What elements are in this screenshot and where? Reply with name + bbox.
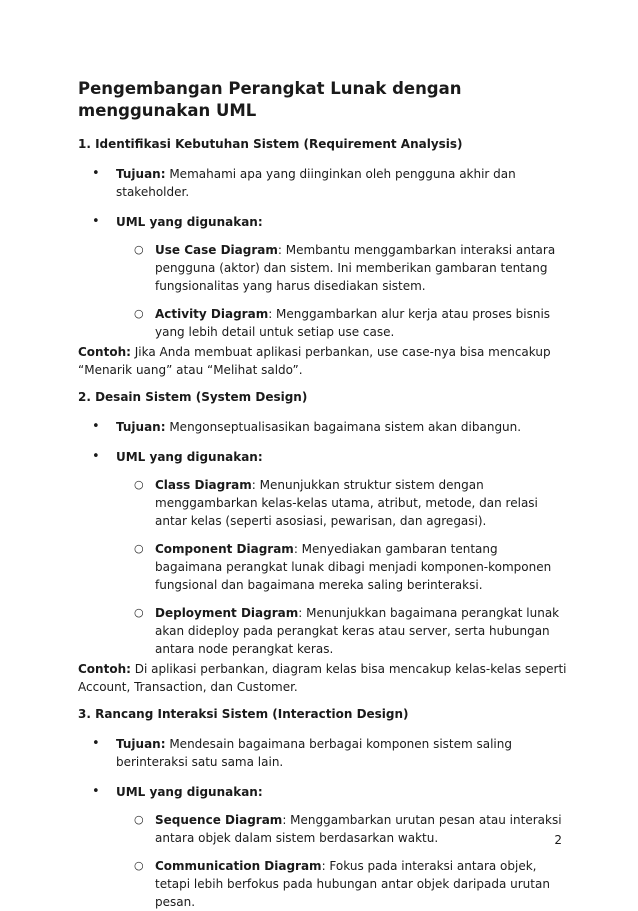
uml-label: UML yang digunakan: xyxy=(116,450,263,464)
diagram-desc: : Menggambarkan urutan pesan atau interaksi antara objek dalam sistem berdasarkan waktu. xyxy=(155,813,562,845)
diagram-desc: : Menunjukkan bagaimana perangkat lunak akan dideploy pada perangkat keras atau server, serta hubungan antara node perangkat keras. xyxy=(155,606,560,656)
circle-bullet-icon xyxy=(134,604,144,622)
bullet-list xyxy=(78,418,568,658)
diagram-desc: : Membantu menggambarkan interaksi antara pengguna (aktor) dan sistem. Ini memberikan gambaran tentang fungsionalitas yang harus disediakan sistem. xyxy=(155,243,556,293)
section-requirement-analysis xyxy=(78,136,568,379)
example-text: Di aplikasi perbankan, diagram kelas bisa mencakup kelas-kelas seperti Account, Transaction, dan Customer. xyxy=(78,662,567,694)
section-heading: 3. Rancang Interaksi Sistem (Interaction Design) xyxy=(78,707,409,721)
circle-bullet-icon xyxy=(134,540,144,558)
goal-text: Mendesain bagaimana berbagai komponen sistem saling berinteraksi satu sama lain. xyxy=(116,737,512,769)
diagram-item xyxy=(116,540,568,594)
goal-label: Tujuan: xyxy=(116,420,166,434)
diagram-item xyxy=(116,857,568,911)
bullet-list xyxy=(78,735,568,911)
example-paragraph xyxy=(78,343,568,379)
uml-bullet xyxy=(78,783,568,911)
section-heading: 1. Identifikasi Kebutuhan Sistem (Requirement Analysis) xyxy=(78,137,463,151)
bullet-list xyxy=(78,165,568,341)
diagram-name: Sequence Diagram xyxy=(155,813,283,827)
diagram-name: Activity Diagram xyxy=(155,307,269,321)
section-system-design xyxy=(78,389,568,696)
diagram-item xyxy=(116,604,568,658)
diagram-name: Component Diagram xyxy=(155,542,294,556)
uml-bullet xyxy=(78,213,568,341)
diagram-list xyxy=(116,811,568,911)
example-label: Contoh: xyxy=(78,662,131,676)
diagram-desc: : Menggambarkan alur kerja atau proses bisnis yang lebih detail untuk setiap use case. xyxy=(155,307,551,339)
section-interaction-design xyxy=(78,706,568,911)
page-title: Pengembangan Perangkat Lunak dengan menggunakan UML xyxy=(78,79,462,120)
diagram-item xyxy=(116,476,568,530)
bullet-icon xyxy=(92,165,100,183)
diagram-desc: : Fokus pada interaksi antara objek, tetapi lebih berfokus pada hubungan antar objek daripada urutan pesan. xyxy=(155,859,550,909)
example-paragraph xyxy=(78,660,568,696)
bullet-icon xyxy=(92,418,100,436)
circle-bullet-icon xyxy=(134,476,144,494)
bullet-icon xyxy=(92,783,100,801)
diagram-name: Class Diagram xyxy=(155,478,252,492)
diagram-desc: : Menunjukkan struktur sistem dengan menggambarkan kelas-kelas utama, atribut, metode, dan relasi antar kelas (seperti asosiasi, pewarisan, dan agregasi). xyxy=(155,478,538,528)
circle-bullet-icon xyxy=(134,811,144,829)
bullet-icon xyxy=(92,213,100,231)
diagram-item xyxy=(116,305,568,341)
goal-label: Tujuan: xyxy=(116,737,166,751)
circle-bullet-icon xyxy=(134,241,144,259)
bullet-icon xyxy=(92,735,100,753)
example-text: Jika Anda membuat aplikasi perbankan, use case-nya bisa mencakup “Menarik uang” atau “Melihat saldo”. xyxy=(78,345,551,377)
goal-bullet xyxy=(78,418,568,436)
bullet-icon xyxy=(92,448,100,466)
circle-bullet-icon xyxy=(134,305,144,323)
diagram-list xyxy=(116,241,568,341)
diagram-name: Communication Diagram xyxy=(155,859,322,873)
goal-text: Mengonseptualisasikan bagaimana sistem akan dibangun. xyxy=(165,420,522,434)
goal-bullet xyxy=(78,165,568,201)
goal-label: Tujuan: xyxy=(116,167,166,181)
page-number: 2 xyxy=(554,833,562,847)
diagram-name: Deployment Diagram xyxy=(155,606,299,620)
example-label: Contoh: xyxy=(78,345,131,359)
goal-bullet xyxy=(78,735,568,771)
diagram-list xyxy=(116,476,568,658)
diagram-desc: : Menyediakan gambaran tentang bagaimana perangkat lunak dibagi menjadi komponen-komponen fungsional dan bagaimana mereka saling berinteraksi. xyxy=(155,542,552,592)
diagram-item xyxy=(116,241,568,295)
diagram-name: Use Case Diagram xyxy=(155,243,278,257)
uml-label: UML yang digunakan: xyxy=(116,785,263,799)
uml-label: UML yang digunakan: xyxy=(116,215,263,229)
section-heading: 2. Desain Sistem (System Design) xyxy=(78,390,308,404)
diagram-item xyxy=(116,811,568,847)
circle-bullet-icon xyxy=(134,857,144,875)
goal-text: Memahami apa yang diinginkan oleh pengguna akhir dan stakeholder. xyxy=(116,167,516,199)
uml-bullet xyxy=(78,448,568,658)
